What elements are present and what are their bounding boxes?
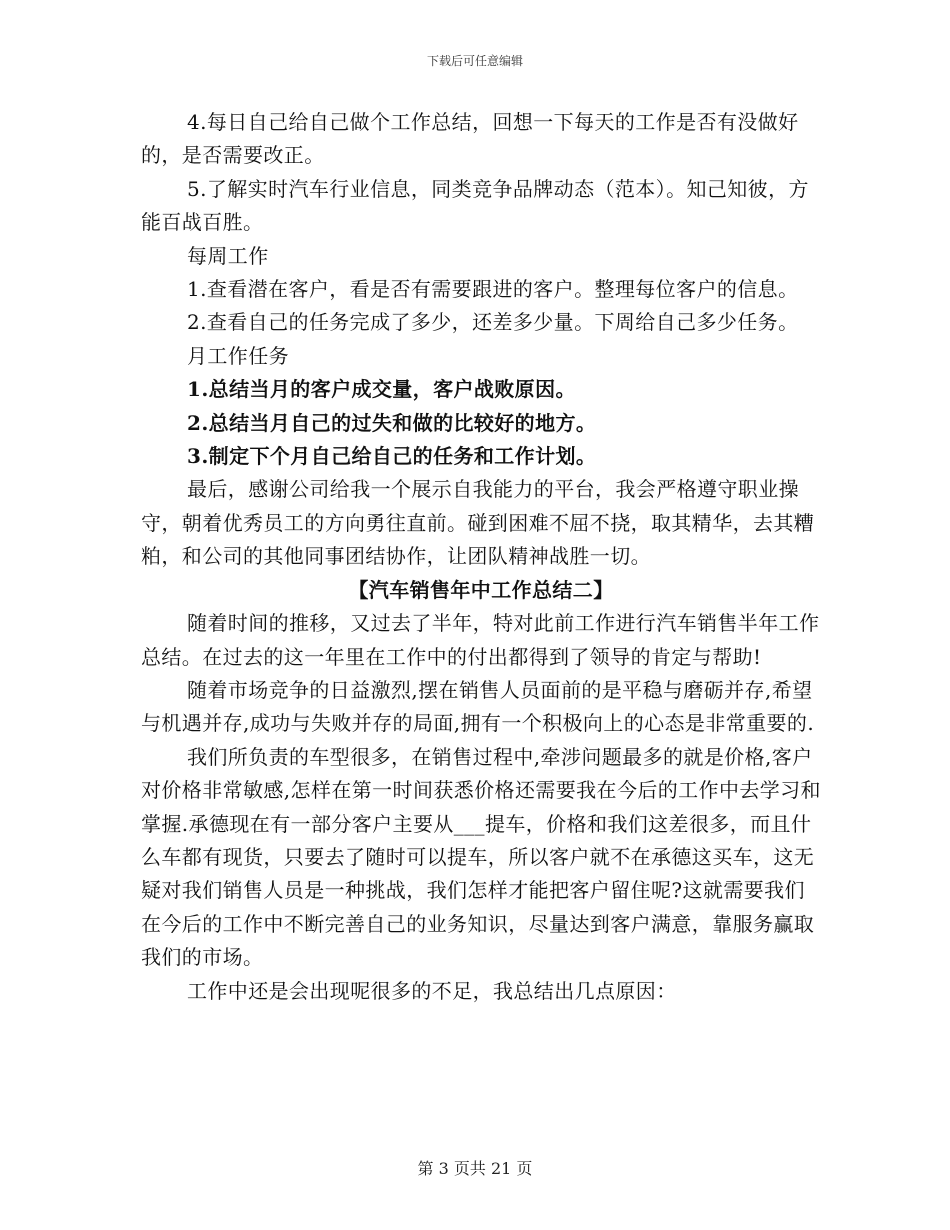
- paragraph-market: 随着市场竞争的日益激烈,摆在销售人员面前的是平稳与磨砺并存,希望与机遇并存,成功与失败并存的局面,拥有一个积极向上的心态是非常重要的.: [141, 677, 815, 736]
- paragraph-monthly-item-1: 1.总结当月的客户成交量，客户战败原因。: [187, 377, 576, 402]
- paragraph-shortcomings: 工作中还是会出现呢很多的不足，我总结出几点原因：: [187, 978, 677, 1003]
- paragraph-pricing: 我们所负责的车型很多，在销售过程中,牵涉问题最多的就是价格,客户对价格非常敏感,怎样在第一时间获悉价格还需要我在今后的工作中去学习和掌握.承德现在有一部分客户主要从___提车，价格和我们这差很多，而且什么车都有现货，只要去了随时可以提车，所以客户就不在承德这买车，这无疑对我们销售人员是一种挑战，我们怎样才能把客户留住呢?这就需要我们在今后的工作中不断完善自己的业务知识，尽量达到客户满意，靠服务赢取我们的市场。: [141, 744, 821, 970]
- paragraph-monthly-item-3: 3.制定下个月自己给自己的任务和工作计划。: [187, 444, 597, 469]
- paragraph-daily-item-4: 4.每日自己给自己做个工作总结，回想一下每天的工作是否有没做好的，是否需要改正。: [141, 110, 799, 168]
- paragraph-intro: 随着时间的推移，又过去了半年，特对此前工作进行汽车销售半年工作总结。在过去的这一年里在工作中的付出都得到了领导的肯定与帮助!: [141, 611, 820, 669]
- paragraph-weekly-item-1: 1.查看潜在客户，看是否有需要跟进的客户。整理每位客户的信息。: [187, 277, 799, 302]
- paragraph-monthly-item-2: 2.总结当月自己的过失和做的比较好的地方。: [187, 410, 597, 435]
- weekly-work-heading: 每周工作: [187, 243, 269, 268]
- monthly-tasks-heading: 月工作任务: [187, 343, 289, 368]
- paragraph-weekly-item-2: 2.查看自己的任务完成了多少，还差多少量。下周给自己多少任务。: [187, 310, 799, 335]
- page-footer: 第 3 页共 21 页: [417, 1159, 533, 1178]
- paragraph-daily-item-5: 5.了解实时汽车行业信息，同类竞争品牌动态（范本）。知己知彼，方能百战百胜。: [141, 176, 809, 235]
- section-heading: 【汽车销售年中工作总结二】: [348, 577, 614, 602]
- document-body: [141, 106, 821, 1008]
- paragraph-closing: 最后，感谢公司给我一个展示自我能力的平台，我会严格遵守职业操守，朝着优秀员工的方向勇往直前。碰到困难不屈不挠，取其精华，去其糟粕，和公司的其他同事团结协作，让团队精神战胜一切。: [141, 477, 815, 569]
- page-header: 下载后可任意编辑: [426, 54, 523, 68]
